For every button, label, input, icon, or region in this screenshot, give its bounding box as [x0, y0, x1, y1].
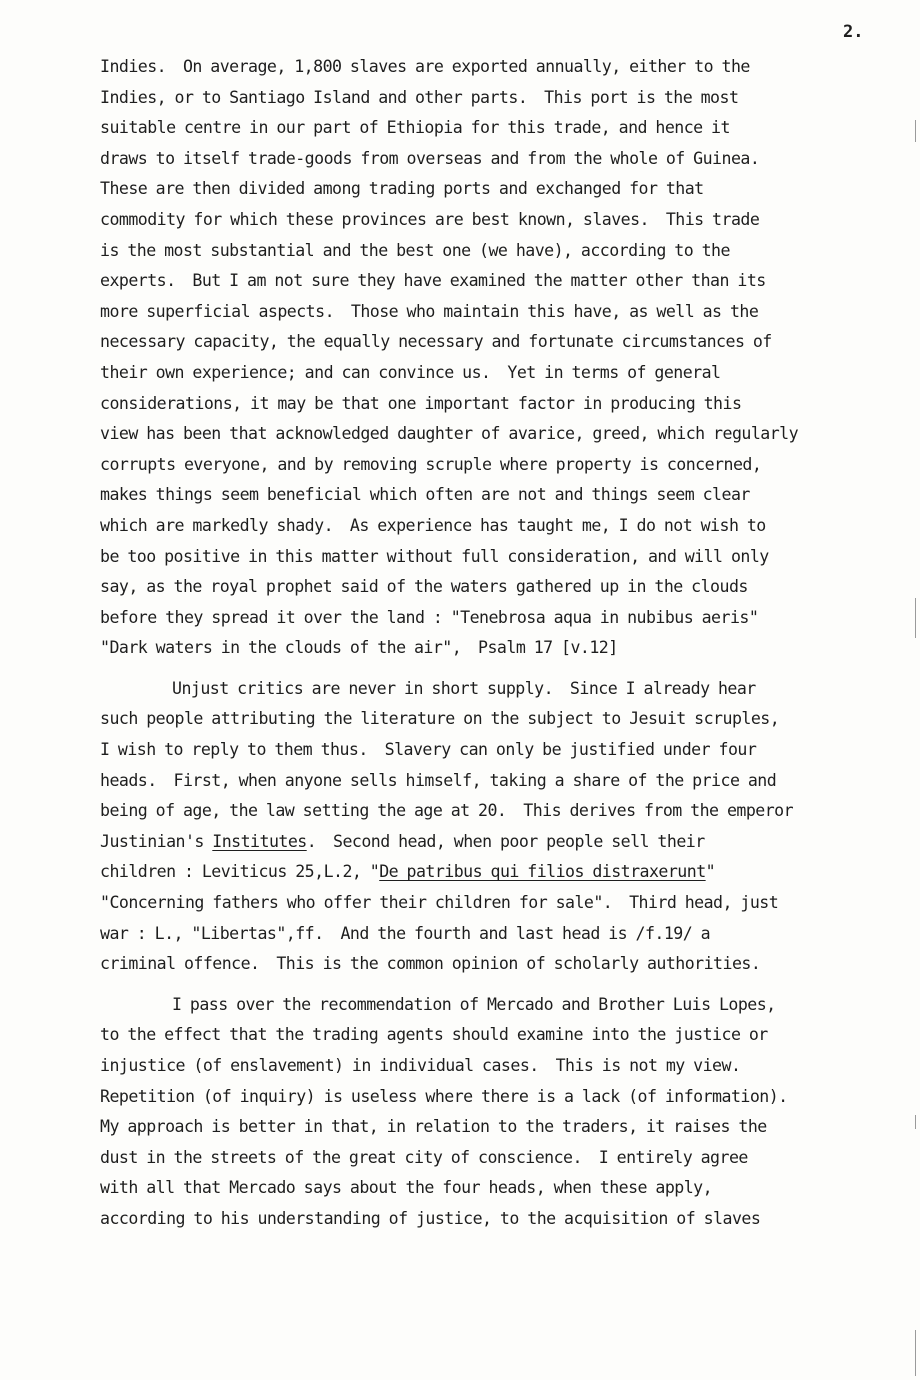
underlined-title: Institutes — [212, 831, 307, 851]
text-line: to the effect that the trading agents should examine into the justice or — [100, 1025, 768, 1045]
text-line — [100, 857, 900, 888]
scan-mark — [915, 120, 917, 142]
text-line: experts. But I am not sure they have examined the matter other than its — [100, 271, 766, 291]
text-line: necessary capacity, the equally necessary and fortunate circumstances of — [100, 332, 772, 352]
text-line — [100, 827, 900, 858]
text-line: their own experience; and can convince us. Yet in terms of general — [100, 362, 721, 382]
paragraph-2 — [100, 674, 900, 980]
text-line: is the most substantial and the best one (we have), according to the — [100, 240, 730, 260]
text-line: I wish to reply to them thus. Slavery can only be justified under four — [100, 740, 757, 760]
text-segment: " — [705, 862, 716, 882]
document-body — [100, 52, 900, 1235]
scan-mark — [915, 1330, 917, 1376]
text-line: view has been that acknowledged daughter of avarice, greed, which regularly — [100, 424, 799, 444]
text-line: heads. First, when anyone sells himself, taking a share of the price and — [100, 770, 777, 790]
text-line: with all that Mercado says about the four heads, when these apply, — [100, 1178, 713, 1198]
text-line: corrupts everyone, and by removing scruple where property is concerned, — [100, 454, 762, 474]
text-line: war : L., "Libertas",ff. And the fourth and last head is /f.19/ a — [100, 923, 711, 943]
paragraph-1 — [100, 52, 900, 664]
scan-mark — [915, 598, 917, 638]
paragraph-3 — [100, 990, 900, 1235]
text-line: commodity for which these provinces are best known, slaves. This trade — [100, 209, 760, 229]
text-line: Repetition (of inquiry) is useless where there is a lack (of information). — [100, 1086, 788, 1106]
text-line: more superficial aspects. Those who maintain this have, as well as the — [100, 301, 759, 321]
scan-edge-marks — [910, 0, 918, 1380]
text-line: Unjust critics are never in short supply. Since I already hear — [172, 678, 756, 698]
text-line: before they spread it over the land : "Tenebrosa aqua in nubibus aeris" — [100, 607, 759, 627]
text-line: being of age, the law setting the age at 20. This derives from the emperor — [100, 801, 794, 821]
text-line: say, as the royal prophet said of the waters gathered up in the clouds — [100, 577, 748, 597]
text-line: I pass over the recommendation of Mercado and Brother Luis Lopes, — [172, 994, 776, 1014]
text-segment: Justinian's — [100, 831, 213, 851]
text-line: be too positive in this matter without full consideration, and will only — [100, 546, 769, 566]
text-line: dust in the streets of the great city of conscience. I entirely agree — [100, 1147, 748, 1167]
text-line: My approach is better in that, in relation to the traders, it raises the — [100, 1117, 767, 1137]
text-segment: children : Leviticus 25,L.2, " — [100, 862, 380, 882]
text-line: draws to itself trade-goods from overseas and from the whole of Guinea. — [100, 148, 760, 168]
text-line: These are then divided among trading ports and exchanged for that — [100, 179, 704, 199]
text-segment: . Second head, when poor people sell their — [306, 831, 705, 851]
text-line: suitable centre in our part of Ethiopia for this trade, and hence it — [100, 118, 730, 138]
text-line: Indies, or to Santiago Island and other parts. This port is the most — [100, 87, 739, 107]
scan-mark — [915, 1115, 917, 1129]
text-line: such people attributing the literature on the subject to Jesuit scruples, — [100, 709, 780, 729]
text-line: "Concerning fathers who offer their children for sale". Third head, just — [100, 893, 779, 913]
text-line: makes things seem beneficial which often are not and things seem clear — [100, 485, 750, 505]
text-line: which are markedly shady. As experience has taught me, I do not wish to — [100, 515, 766, 535]
page-number: 2. — [843, 22, 864, 42]
text-line: injustice (of enslavement) in individual cases. This is not my view. — [100, 1056, 741, 1075]
text-line: considerations, it may be that one important factor in producing this — [100, 393, 742, 413]
text-line: according to his understanding of justice, to the acquisition of slaves — [100, 1208, 761, 1228]
underlined-quote: De patribus qui filios distraxerunt — [379, 862, 706, 882]
text-line: Indies. On average, 1,800 slaves are exported annually, either to the — [100, 57, 750, 76]
text-line: criminal offence. This is the common opinion of scholarly authorities. — [100, 954, 761, 974]
text-line: "Dark waters in the clouds of the air", Psalm 17 [v.12] — [100, 638, 618, 658]
